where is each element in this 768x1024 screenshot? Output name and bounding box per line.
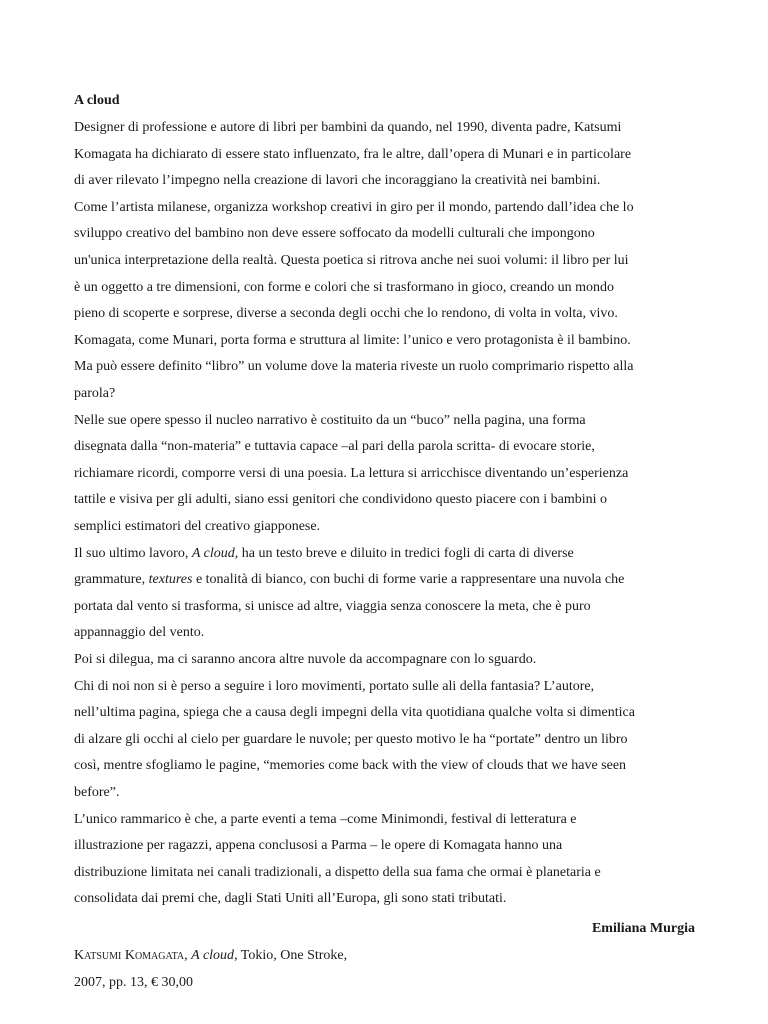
body-line: appannaggio del vento. [74, 625, 205, 641]
body-line: before”. [74, 785, 120, 800]
body-line [74, 571, 624, 589]
body-line: Nelle sue opere spesso il nucleo narrativo è costituito da un “buco” nella pagina, una forma [74, 412, 586, 428]
body-line: Designer di professione e autore di libri per bambini da quando, nel 1990, diventa padre, Katsumi [74, 120, 622, 135]
body-line: Ma può essere definito “libro” un volume dove la materia riveste un ruolo comprimario rispetto alla [74, 359, 634, 375]
body-line: distribuzione limitata nei canali tradizionali, a dispetto della sua fama che ormai è planetaria e [74, 864, 601, 880]
citation-separator: , [184, 948, 192, 963]
citation-book-title: A cloud [191, 948, 235, 963]
body-text: e tonalità di bianco, con buchi di forme varie a rappresentare una nuvola che [192, 572, 625, 588]
body-text: Il suo ultimo lavoro, [74, 545, 192, 561]
body-text: grammature, [74, 572, 149, 588]
body-line: sviluppo creativo del bambino non deve essere soffocato da modelli culturali che impongono [74, 226, 595, 242]
body-line: così, mentre sfogliamo le pagine, “memories come back with the view of clouds that we have seen [74, 758, 627, 774]
body-line: di aver rilevato l’impegno nella creazione di lavori che incoraggiano la creatività nei bambini. [74, 173, 601, 189]
body-line: un'unica interpretazione della realtà. Questa poetica si ritrova anche nei suoi volumi: il libro per lui [74, 253, 629, 268]
body-line: L’unico rammarico è che, a parte eventi a tema –come Minimondi, festival di letteratura e [74, 811, 577, 827]
body-line: semplici estimatori del creativo giapponese. [74, 519, 321, 534]
body-emphasis: A cloud, [191, 545, 239, 561]
body-text: ha un testo breve e diluito in tredici fogli di carta di diverse [238, 545, 574, 561]
body-emphasis: textures [148, 572, 193, 588]
body-line: tattile e visiva per gli adulti, siano essi genitori che condividono questo piacere con i bambini o [74, 492, 608, 508]
body-line: illustrazione per ragazzi, appena conclusosi a Parma – le opere di Komagata hanno una [74, 838, 563, 854]
body-line: Komagata, come Munari, porta forma e struttura al limite: l’unico e vero protagonista è il bambino. [74, 332, 631, 348]
body-line: Come l’artista milanese, organizza workshop creativi in giro per il mondo, partendo dall’idea che lo [74, 199, 634, 215]
article-title: A cloud [74, 93, 120, 108]
body-line: Komagata ha dichiarato di essere stato influenzato, fra le altre, dall’opera di Munari e in particolare [74, 146, 632, 162]
body-line: parola? [74, 386, 116, 401]
body-line: pieno di scoperte e sorprese, diverse a seconda degli occhi che lo rendono, di volta in volta, vivo. [74, 306, 618, 322]
body-line: disegnata dalla “non-materia” e tuttavia capace –al pari della parola scritta- di evocare storie, [74, 439, 595, 455]
body-line [74, 545, 574, 563]
citation-publisher: , Tokio, One Stroke, [234, 948, 348, 963]
author-signature: Emiliana Murgia [591, 921, 695, 936]
body-line: portata dal vento si trasforma, si unisce ad altre, viaggia senza conoscere la meta, che è puro [74, 598, 591, 614]
body-line: è un oggetto a tre dimensioni, con forme e colori che si trasformano in gioco, creando un mondo [74, 279, 615, 295]
body-line: consolidata dai premi che, dagli Stati Uniti all’Europa, gli sono stati tributati. [74, 891, 507, 907]
citation-author: Katsumi Komagata [74, 948, 185, 963]
body-line: Chi di noi non si è perso a seguire i loro movimenti, portato sulle ali della fantasia? L’autore, [74, 678, 595, 694]
citation-line-1 [74, 947, 347, 965]
citation-line-2: 2007, pp. 13, € 30,00 [74, 975, 193, 990]
body-line: richiamare ricordi, comporre versi di una poesia. La lettura si arricchisce diventando un’esperienza [74, 465, 629, 481]
body-line: di alzare gli occhi al cielo per guardare le nuvole; per questo motivo le ha “portate” dentro un libro [74, 731, 628, 747]
body-line: nell’ultima pagina, spiega che a causa degli impegni della vita quotidiana qualche volta si dimentica [74, 705, 635, 721]
body-line: Poi si dilegua, ma ci saranno ancora altre nuvole da accompagnare con lo sguardo. [74, 652, 537, 667]
